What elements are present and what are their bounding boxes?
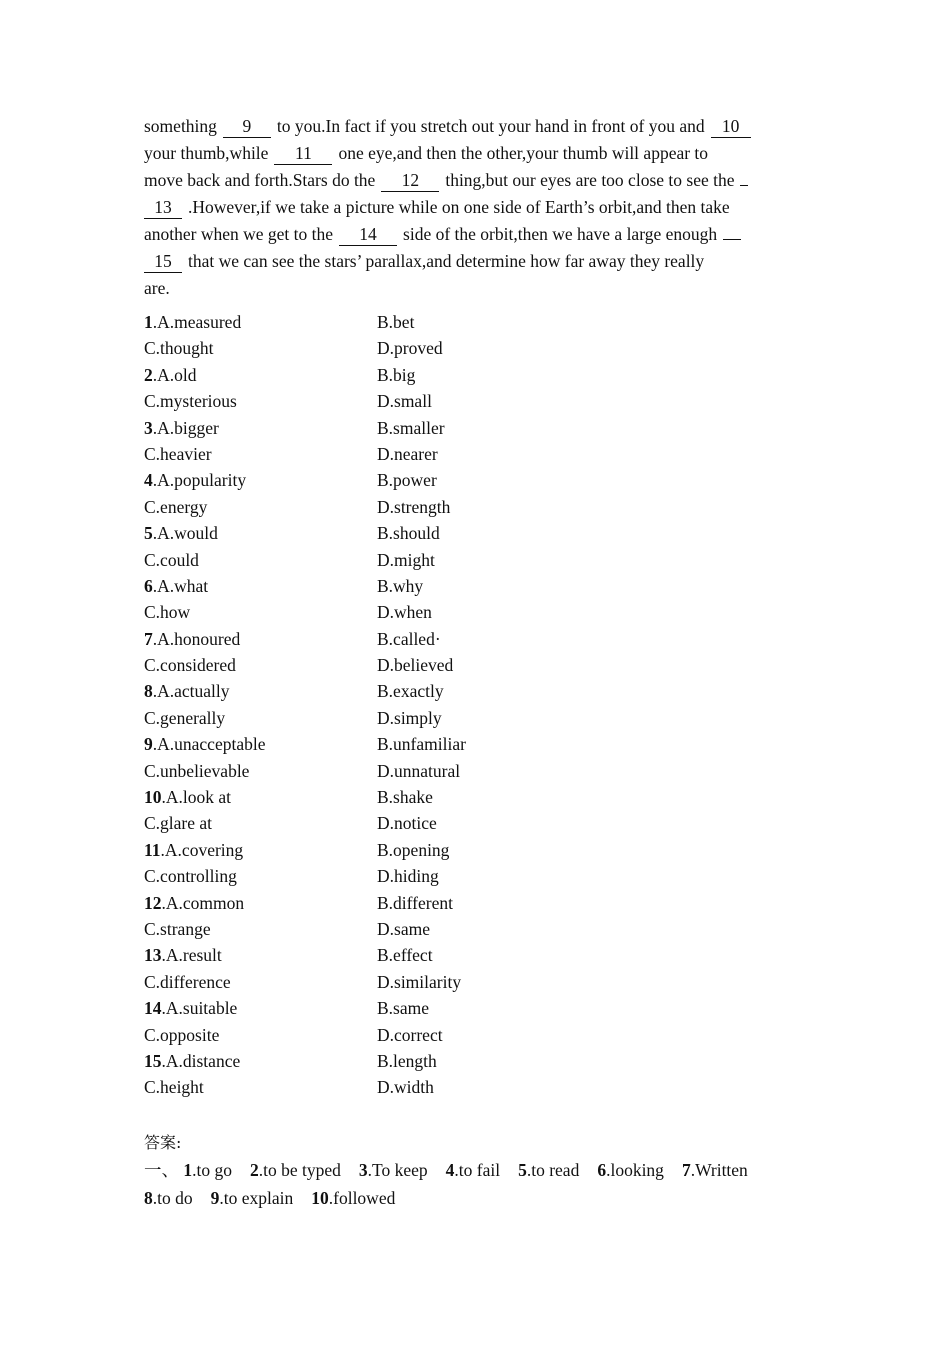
answer-text: .Written <box>690 1160 748 1180</box>
answer-number: 6 <box>597 1160 607 1180</box>
passage-text: another when we get to the <box>144 224 334 244</box>
option-a-text: A.measured <box>157 312 242 332</box>
option-c: C.difference <box>144 971 231 992</box>
option-a: 4.A.popularity <box>144 470 247 491</box>
passage-text: that we can see the stars’ parallax,and determine how far away they really <box>188 251 705 271</box>
option-b: B.effect <box>377 945 433 966</box>
option-a: 1.A.measured <box>144 312 242 332</box>
answer-item <box>597 1160 664 1180</box>
passage-line <box>144 113 814 140</box>
option-b: B.why <box>377 575 424 596</box>
answer-item <box>144 1188 193 1208</box>
option-b: B.shake <box>377 787 433 808</box>
question-number: 5 <box>144 523 153 544</box>
option-d: D.simply <box>377 707 442 728</box>
option-d: D.unnatural <box>377 760 461 781</box>
option-a-text: A.suitable <box>165 998 238 1019</box>
answer-title: 答案: <box>144 1133 182 1152</box>
option-a-text: A.distance <box>165 1050 241 1071</box>
option-a: 8.A.actually <box>144 681 230 702</box>
option-a: 5.A.would <box>144 523 218 544</box>
passage-text: are. <box>144 278 170 298</box>
option-a: 3.A.bigger <box>144 417 219 438</box>
cloze-blank: 11 <box>274 143 332 165</box>
passage-text: move back and forth.Stars do the <box>144 170 376 190</box>
cloze-blank <box>723 239 741 240</box>
option-a-text: A.look at <box>165 787 232 808</box>
passage <box>144 113 814 302</box>
option-c: C.thought <box>144 338 214 359</box>
question-number: 7 <box>144 628 153 649</box>
option-a: 10.A.look at <box>144 787 232 808</box>
answer-line-1 <box>144 1156 766 1184</box>
passage-line <box>144 167 814 194</box>
cloze-blank: 15 <box>144 251 182 273</box>
question-number: 9 <box>144 734 153 755</box>
answer-text: .to explain <box>219 1188 294 1208</box>
passage-line <box>144 140 814 167</box>
option-d: D.small <box>377 391 432 412</box>
passage-line <box>144 221 814 248</box>
option-c: C.controlling <box>144 866 237 887</box>
passage-line <box>144 248 814 275</box>
option-a: 9.A.unacceptable <box>144 734 266 755</box>
answer-item <box>359 1160 428 1180</box>
answer-text: .to be typed <box>258 1160 341 1180</box>
option-d: D.when <box>377 602 432 623</box>
option-d: D.nearer <box>377 443 438 464</box>
answer-number: 7 <box>681 1160 691 1180</box>
option-d: D.same <box>377 918 430 939</box>
option-a: 15.A.distance <box>144 1050 241 1071</box>
question-number: 3 <box>144 417 153 438</box>
question-number: 4 <box>144 470 153 491</box>
passage-text: your thumb,while <box>144 143 269 163</box>
option-c: C.unbelievable <box>144 760 250 781</box>
passage-text: .However,if we take a picture while on one side of Earth’s orbit,and then take <box>188 197 730 217</box>
answer-number: 2 <box>250 1160 259 1180</box>
option-c: C.considered <box>144 655 236 676</box>
question-number: 11 <box>144 839 161 860</box>
option-c: C.generally <box>144 707 226 728</box>
answer-number: 8 <box>144 1188 153 1208</box>
option-a-text: A.honoured <box>157 628 241 649</box>
answer-number: 10 <box>311 1188 329 1208</box>
option-b: B.opening <box>377 839 450 860</box>
answer-text: .To keep <box>367 1160 428 1180</box>
answer-section <box>144 1130 766 1212</box>
answer-item <box>211 1188 294 1208</box>
option-a-text: A.common <box>165 892 245 913</box>
question-number: 15 <box>144 1050 162 1071</box>
option-c: C.how <box>144 602 191 623</box>
option-a-text: A.old <box>157 364 197 385</box>
question-number: 12 <box>144 892 162 913</box>
passage-text: side of the orbit,then we have a large enough <box>403 224 718 244</box>
answer-line-2 <box>144 1184 766 1212</box>
option-c: C.energy <box>144 496 208 517</box>
answer-text: .to read <box>526 1160 580 1180</box>
cloze-blank: 10 <box>711 116 751 138</box>
answer-item <box>682 1160 748 1180</box>
passage-text: something <box>144 116 217 136</box>
option-a-text: A.would <box>157 523 218 544</box>
answer-number: 5 <box>518 1160 527 1180</box>
option-c: C.strange <box>144 918 211 939</box>
option-a-text: A.result <box>165 945 222 966</box>
answer-item <box>183 1160 232 1180</box>
option-a: 12.A.common <box>144 892 245 913</box>
question-number: 14 <box>144 998 162 1019</box>
passage-text: to you.In fact if you stretch out your hand in front of you and <box>276 116 705 136</box>
answer-item <box>311 1188 395 1208</box>
option-d: D.strength <box>377 496 451 517</box>
answer-number: 9 <box>210 1188 220 1208</box>
answer-item <box>446 1160 500 1180</box>
option-b: B.different <box>377 892 453 913</box>
passage-line <box>144 275 814 302</box>
option-a: 6.A.what <box>144 575 209 596</box>
answer-item <box>518 1160 579 1180</box>
option-d: D.believed <box>377 655 454 676</box>
option-a-text: A.bigger <box>157 417 219 438</box>
option-b: B.bet <box>377 312 415 332</box>
option-b: B.unfamiliar <box>377 734 466 755</box>
cloze-blank: 14 <box>339 224 397 246</box>
option-a: 13.A.result <box>144 945 222 966</box>
option-a-text: A.covering <box>164 839 244 860</box>
cloze-blank: 9 <box>223 116 271 138</box>
option-b: B.big <box>377 364 416 385</box>
option-c: C.could <box>144 549 199 570</box>
option-a: 7.A.honoured <box>144 628 241 649</box>
option-c: C.height <box>144 1077 204 1098</box>
option-d: D.might <box>377 549 435 570</box>
answer-number: 1 <box>183 1160 193 1180</box>
option-c: C.heavier <box>144 443 212 464</box>
option-d: D.correct <box>377 1024 443 1045</box>
cloze-blank: 12 <box>381 170 439 192</box>
answer-prefix: 一、 <box>144 1160 179 1180</box>
option-c: C.glare at <box>144 813 213 834</box>
passage-line <box>144 194 814 221</box>
option-a: 14.A.suitable <box>144 998 238 1019</box>
question-number: 8 <box>144 681 153 702</box>
option-a-text: A.unacceptable <box>157 734 266 755</box>
option-d: D.notice <box>377 813 437 834</box>
answer-item <box>250 1160 341 1180</box>
option-c: C.opposite <box>144 1024 220 1045</box>
cloze-blank <box>740 185 748 186</box>
option-b: B.called· <box>377 628 441 649</box>
answer-number: 3 <box>358 1160 368 1180</box>
answer-text: .to fail <box>454 1160 501 1180</box>
option-d: D.width <box>377 1077 434 1098</box>
option-b: B.exactly <box>377 681 444 702</box>
passage-text: thing,but our eyes are too close to see the <box>445 170 735 190</box>
option-b: B.smaller <box>377 417 445 438</box>
question-number: 10 <box>144 787 162 808</box>
option-a-text: A.popularity <box>157 470 247 491</box>
answer-text: .looking <box>606 1160 664 1180</box>
answer-number: 4 <box>445 1160 455 1180</box>
option-a: 11.A.covering <box>144 839 244 860</box>
option-d: D.proved <box>377 338 443 359</box>
question-number: 6 <box>144 575 153 596</box>
option-b: B.same <box>377 998 430 1019</box>
option-a-text: A.actually <box>157 681 230 702</box>
cloze-blank: 13 <box>144 197 182 219</box>
question-number: 13 <box>144 945 162 966</box>
passage-text: one eye,and then the other,your thumb will appear to <box>338 143 709 163</box>
option-d: D.similarity <box>377 971 462 992</box>
option-b: B.length <box>377 1050 437 1071</box>
option-a: 2.A.old <box>144 364 197 385</box>
answer-text: .to go <box>192 1160 232 1180</box>
option-b: B.power <box>377 470 437 491</box>
answer-text: .to do <box>152 1188 193 1208</box>
question-number: 1 <box>144 312 153 332</box>
option-c: C.mysterious <box>144 391 237 412</box>
option-b: B.should <box>377 523 440 544</box>
question-number: 2 <box>144 364 153 385</box>
answer-text: .followed <box>328 1188 396 1208</box>
option-a-text: A.what <box>157 575 209 596</box>
option-d: D.hiding <box>377 866 439 887</box>
